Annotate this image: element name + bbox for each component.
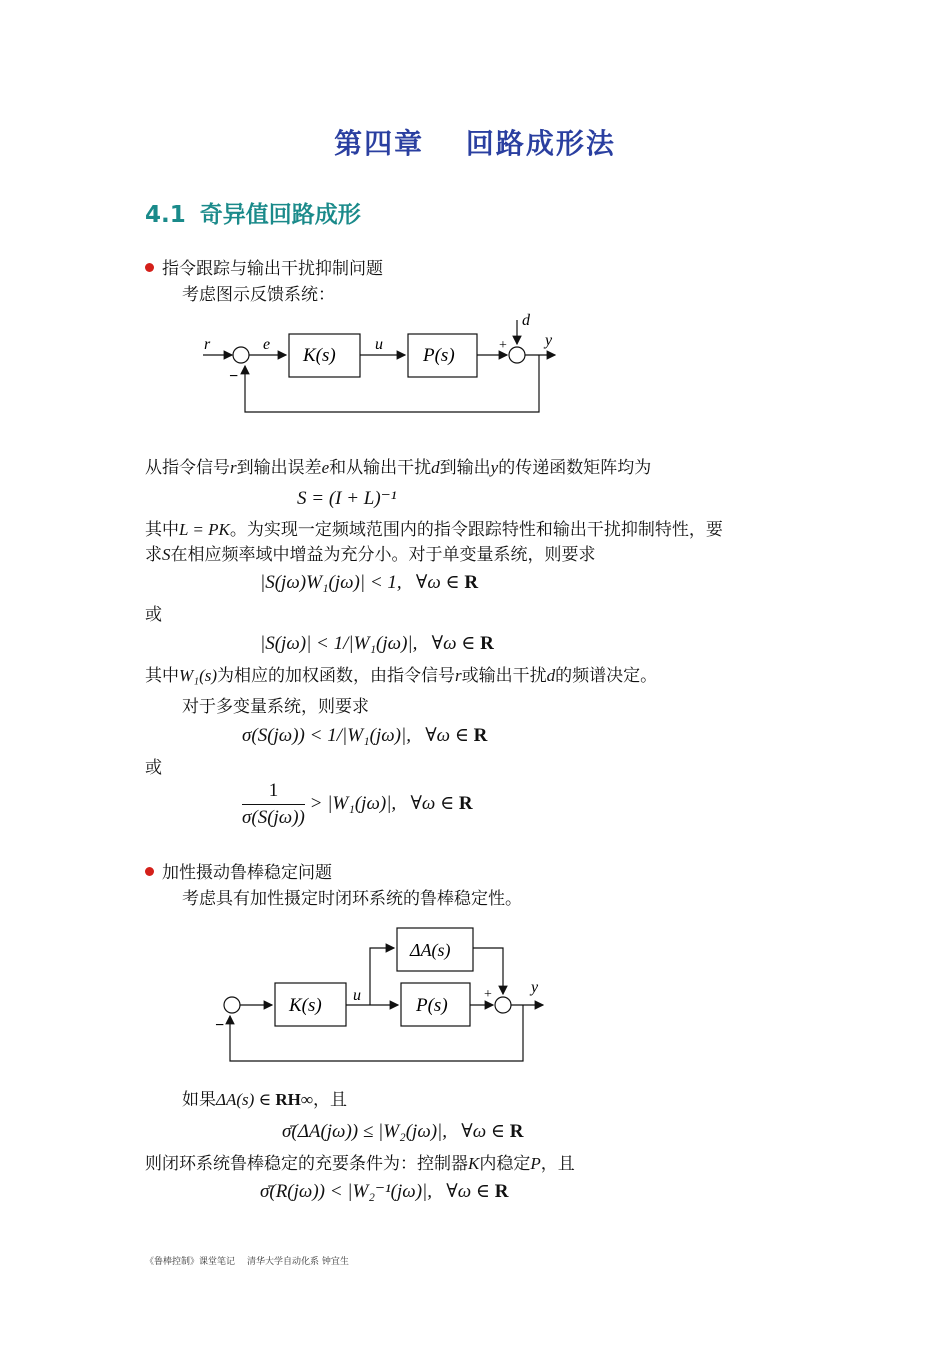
text: 求 — [145, 545, 162, 565]
delta-input-path — [370, 948, 394, 1005]
equation-5 — [282, 1120, 523, 1143]
section-title: 奇异值回路成形 — [199, 202, 361, 228]
set-RH-inf: RH∞ — [275, 1090, 314, 1109]
additive-perturbation-diagram — [210, 920, 570, 1070]
eq-lhs: |S(jω)| < 1/|W₁(jω)|, — [260, 633, 418, 654]
bullet-tracking-intro: 考虑图示反馈系统： — [182, 285, 335, 305]
label-r: r — [204, 336, 211, 353]
label-delta: ΔA(s) — [410, 940, 451, 960]
paragraph-multivariable: 对于多变量系统，则要求 — [182, 697, 369, 717]
or-2: 或 — [145, 758, 162, 778]
numerator: 1 — [242, 780, 305, 805]
text: 和从输出干扰 — [329, 458, 432, 478]
text: 如果 — [182, 1090, 216, 1110]
var-P: P — [530, 1154, 541, 1173]
eq-rhs-a: > |W₁(jω)|, — [309, 792, 397, 814]
paragraph-transfer — [145, 456, 651, 480]
var-W1: W₁(s) — [179, 666, 218, 685]
label-y: y — [531, 979, 539, 996]
label-minus: − — [229, 368, 239, 385]
text: 其中 — [145, 520, 179, 540]
sum-junction-1 — [233, 347, 249, 363]
text: 到输出误差 — [236, 458, 322, 478]
label-K: K(s) — [303, 345, 336, 366]
paragraph-condition — [145, 1152, 575, 1176]
footer-author: 清华大学自动化系 钟宜生 — [247, 1257, 349, 1267]
label-u: u — [375, 336, 383, 353]
equation-S: S = (I + L)⁻¹ — [297, 488, 397, 509]
var-S: S — [162, 545, 171, 564]
eq-lhs: |S(jω)W₁(jω)| < 1, — [260, 572, 402, 593]
text: 其中 — [145, 666, 179, 686]
bullet-tracking — [145, 257, 383, 281]
eq-rhs-b: ∀ω ∈ — [410, 792, 459, 814]
real-set: R — [480, 633, 494, 654]
bullet-robust — [145, 861, 332, 885]
text: 。为实现一定频域范围内的指令跟踪特性和输出干扰抑制特性，要 — [229, 520, 723, 540]
page-footer — [145, 1254, 349, 1267]
real-set: R — [509, 1121, 524, 1142]
equation-2 — [260, 632, 494, 655]
label-e: e — [263, 336, 271, 353]
text: 在相应频率域中增益为充分小。对于单变量系统，则要求 — [170, 545, 596, 565]
text: 的频谱决定。 — [555, 666, 658, 686]
eq-rhs: ∀ω ∈ — [461, 1121, 510, 1142]
label-y: y — [545, 332, 553, 349]
text: 或输出干扰 — [461, 666, 547, 686]
real-set: R — [458, 792, 473, 814]
var-d: d — [546, 666, 556, 685]
text: 的传递函数矩阵均为 — [498, 458, 652, 478]
real-set: R — [494, 1181, 509, 1202]
section-number: 4.1 — [145, 202, 186, 228]
eq-rhs: ∀ω ∈ — [431, 633, 481, 654]
bullet-dot — [145, 263, 154, 272]
or-1: 或 — [145, 605, 162, 625]
bullet-tracking-title: 指令跟踪与输出干扰抑制问题 — [162, 259, 383, 279]
label-plus: + — [499, 338, 507, 353]
real-set: R — [464, 572, 479, 593]
text: 则闭环系统鲁棒稳定的充要条件为：控制器 — [145, 1154, 468, 1174]
bullet-robust-title: 加性摄动鲁棒稳定问题 — [162, 863, 332, 883]
label-P: P(s) — [416, 995, 448, 1016]
label-P: P(s) — [423, 345, 455, 366]
bullet-robust-intro: 考虑具有加性摄定时闭环系统的鲁棒稳定性。 — [182, 889, 522, 909]
section-heading — [145, 196, 361, 229]
paragraph-requirement — [145, 518, 723, 542]
var-L: L = PK — [179, 520, 230, 539]
paragraph-requirement-2 — [145, 543, 596, 567]
eq-lhs: σ̄(ΔA(jω)) ≤ |W₂(jω)|, — [282, 1121, 448, 1142]
var-e: e — [321, 458, 330, 477]
text: 内稳定 — [479, 1154, 531, 1174]
eq-rhs: ∀ω ∈ — [425, 725, 474, 746]
var-r: r — [455, 666, 462, 685]
paragraph-if — [182, 1088, 347, 1112]
label-d: d — [522, 312, 530, 329]
sum-junction-2 — [495, 997, 511, 1013]
equation-3 — [242, 724, 487, 747]
footer-book: 《鲁棒控制》课堂笔记 — [145, 1257, 236, 1267]
eq-lhs: σ(S(jω)) < 1/|W₁(jω)|, — [242, 725, 411, 746]
sum-junction-1 — [224, 997, 240, 1013]
equation-6 — [260, 1180, 508, 1203]
fraction — [242, 780, 305, 829]
feedback-path — [230, 1005, 523, 1061]
text: ，且 — [313, 1090, 348, 1110]
label-u: u — [353, 987, 361, 1004]
var-r: r — [230, 458, 237, 477]
equation-4 — [242, 780, 473, 829]
label-K: K(s) — [289, 995, 322, 1016]
var-K: K — [468, 1154, 480, 1173]
eq-rhs: ∀ω ∈ — [446, 1181, 495, 1202]
var-y: y — [490, 458, 499, 477]
real-set: R — [473, 725, 488, 746]
label-plus: + — [484, 987, 492, 1002]
denominator: σ(S(jω)) — [242, 807, 305, 828]
sum-junction-2 — [509, 347, 525, 363]
eq-lhs: σ̄(R(jω)) < |W₂⁻¹(jω)|, — [260, 1181, 433, 1202]
feedback-diagram — [195, 305, 575, 420]
equation-1 — [260, 571, 478, 594]
chapter-title: 第四章 回路成形法 — [334, 127, 616, 160]
text: ，且 — [540, 1154, 575, 1174]
text: 到输出 — [439, 458, 491, 478]
bullet-dot — [145, 867, 154, 876]
text: 从指令信号 — [145, 458, 230, 478]
var-delta: ΔA(s) ∈ — [216, 1090, 276, 1109]
label-minus: − — [215, 1017, 225, 1034]
paragraph-weight — [145, 664, 657, 688]
var-d: d — [431, 458, 440, 477]
text: 为相应的加权函数，由指令信号 — [217, 666, 456, 686]
eq-rhs: ∀ω ∈ — [415, 572, 465, 593]
